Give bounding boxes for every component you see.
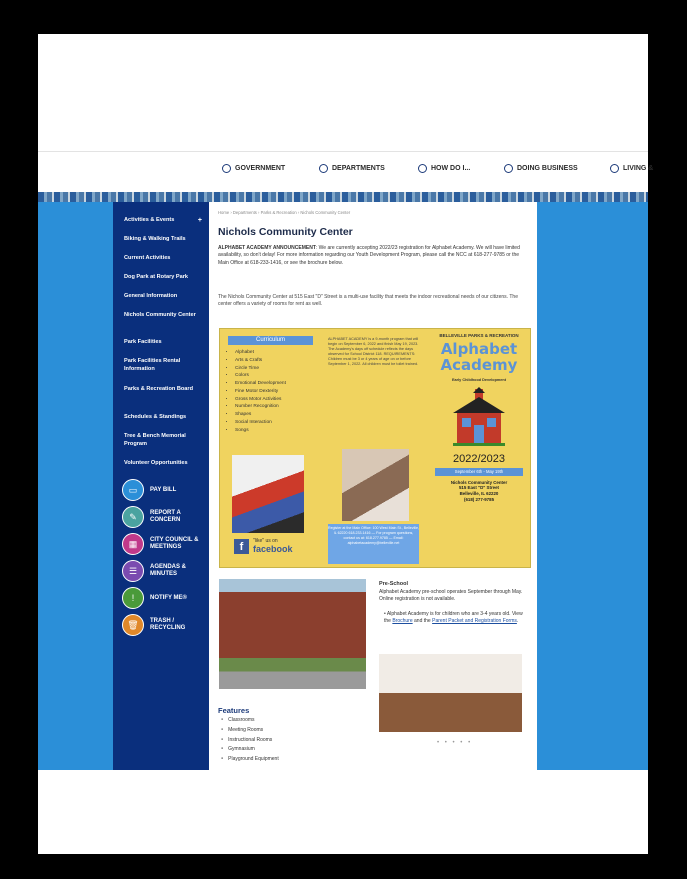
curriculum-item: • Songs: [235, 427, 286, 435]
calendar-icon: ▦: [122, 533, 144, 555]
sidebar-item-recreation-board[interactable]: Parks & Recreation Board: [124, 386, 194, 392]
megaphone-icon: ✎: [122, 506, 144, 528]
sidebar-item-current-activities[interactable]: Current Activities: [124, 255, 171, 261]
preschool-heading: Pre-School: [379, 581, 409, 587]
circle-icon: [610, 164, 619, 173]
page-title: Nichols Community Center: [218, 226, 353, 238]
top-nav: [38, 151, 654, 190]
curriculum-heading: Curriculum: [228, 336, 313, 345]
feature-item: ● Meeting Rooms: [221, 726, 279, 736]
parent-packet-link[interactable]: Parent Packet and Registration Forms: [432, 618, 517, 625]
sidebar-item-dog-park[interactable]: Dog Park at Rotary Park: [124, 274, 189, 280]
flyer-address: Nichols Community Center 515 East "D" Street Belleville, IL 62220 (618) 277-9785: [450, 479, 508, 503]
preschool-bullet: • Alphabet Academy is for children who are 3-4 years old. View the Brochure and the Parent Packet and Registration Forms.: [384, 611, 523, 625]
curriculum-item: • Number Recognition: [235, 403, 286, 411]
nav-how-do-i[interactable]: HOW DO I...: [418, 164, 470, 173]
sidebar-item-nichols-community-center[interactable]: Nichols Community Center: [124, 312, 196, 318]
sidebar-item-biking-trails[interactable]: Biking & Walking Trails: [124, 236, 186, 242]
sidebar-item-park-facilities[interactable]: Park Facilities: [124, 339, 162, 345]
feature-item: ● Gymnasium: [221, 745, 279, 755]
child-drawing-photo: [342, 449, 409, 521]
flyer-dates: September 6th - May 19th: [435, 468, 523, 476]
facebook-icon: f: [234, 539, 249, 554]
circle-icon: [504, 164, 513, 173]
flyer-subtitle: Early Childhood Development: [451, 377, 506, 382]
announcement: [218, 245, 530, 267]
nav-living[interactable]: LIVING &: [610, 164, 653, 173]
schoolhouse-icon: [449, 387, 509, 447]
curriculum-item: • Gross Motor Activities: [235, 396, 286, 404]
curriculum-item: • Colors: [235, 372, 286, 380]
breadcrumb[interactable]: Home › Departments › Parks & Recreation › Nichols Community Center: [218, 210, 351, 215]
curriculum-item: • Shapes: [235, 411, 286, 419]
curriculum-list: [230, 349, 286, 434]
alert-icon: !: [122, 587, 144, 609]
curriculum-item: • Emotional Development: [235, 380, 286, 388]
flyer-year: 2022/2023: [453, 452, 505, 465]
alphabet-academy-flyer[interactable]: [219, 328, 531, 568]
flyer-org: BELLEVILLE PARKS & RECREATION: [439, 333, 519, 338]
features-list: [221, 716, 279, 765]
children-photo: [232, 455, 304, 533]
sidebar-item-schedules-standings[interactable]: Schedules & Standings: [124, 414, 187, 420]
room-photo: [379, 654, 522, 732]
sidebar-item-activities-events[interactable]: Activities & Events +: [124, 216, 206, 224]
quick-link-pay-bill[interactable]: ▭ PAY BILL: [122, 479, 210, 501]
program-details: ALPHABET ACADEMY is a 9-month program that will begin on September 6, 2022 and finish May 19, 2023. The Academy's days off schedule reflects the days observed for School District 118. REQUIREMENTS: Children must be 3 or 4 years of age on or before September 1, 2022. All children must be toilet trained.: [328, 337, 419, 366]
expand-icon[interactable]: +: [197, 217, 202, 224]
header-banner: [38, 192, 648, 202]
sidebar-item-general-information[interactable]: General Information: [124, 293, 178, 299]
nav-doing-business[interactable]: DOING BUSINESS: [504, 164, 578, 173]
feature-item: ● Instructional Rooms: [221, 736, 279, 746]
registration-box: Register at the Main Office: 100 West Main St., Belleville, IL 62220 618.233.1416 — For program questions, contact us at: 618.277.9785 — Email: alphabetacademy@belleville.net: [328, 524, 419, 564]
announcement-heading: ALPHABET ACADEMY ANNOUNCEMENT: [218, 245, 316, 251]
nav-government[interactable]: GOVERNMENT: [222, 164, 285, 173]
feature-item: ● Playground Equipment: [221, 755, 279, 765]
feature-item: ● Classrooms: [221, 716, 279, 726]
circle-icon: [418, 164, 427, 173]
intro-text: The Nichols Community Center at 515 East "D" Street is a multi-use facility that meets the indoor recreational needs of our citizens. The center offers a variety of rooms for rent as well.: [218, 294, 518, 308]
building-photo: [219, 579, 366, 689]
quick-link-report-concern[interactable]: ✎ REPORT A CONCERN: [122, 506, 210, 528]
quick-link-trash-recycling[interactable]: 🗑 TRASH / RECYCLING: [122, 614, 210, 636]
brochure-link[interactable]: Brochure: [392, 618, 413, 625]
sidebar-item-tree-bench-memorial[interactable]: Tree & Bench Memorial Program: [124, 433, 186, 448]
curriculum-item: • Arts & Crafts: [235, 357, 286, 365]
slider-dots[interactable]: • • • • •: [437, 740, 473, 746]
curriculum-item: • Social Interaction: [235, 419, 286, 427]
preschool-text: Alphabet Academy pre-school operates September through May. Online registration is not available.: [379, 589, 523, 603]
nav-departments[interactable]: DEPARTMENTS: [319, 164, 385, 173]
sidebar-item-rental-information[interactable]: Park Facilities Rental Information: [124, 358, 181, 373]
facebook-badge: f "like" us on facebook: [234, 539, 293, 554]
circle-icon: [222, 164, 231, 173]
flyer-title-column: [432, 333, 526, 503]
main-content: [209, 202, 537, 770]
document-icon: ☰: [122, 560, 144, 582]
quick-link-city-council[interactable]: ▦ CITY COUNCIL & MEETINGS: [122, 533, 210, 555]
flyer-title: Alphabet Academy: [440, 340, 518, 374]
announcement-text: : We are currently accepting 2022/23 registration for Alphabet Academy. We will have limited availability, so don't delay! For more information regarding our Youth Development Program, please call the NCC at 618-277-9785 or the Main Office at 618-233-1416, or see the brochure below.: [218, 245, 520, 266]
sidebar-item-volunteer-opportunities[interactable]: Volunteer Opportunities: [124, 460, 188, 466]
curriculum-item: • Alphabet: [235, 349, 286, 357]
curriculum-item: • Fine Motor Dexterity: [235, 388, 286, 396]
circle-icon: [319, 164, 328, 173]
trash-icon: 🗑: [122, 614, 144, 636]
features-heading: Features: [218, 706, 250, 715]
curriculum-item: • Circle Time: [235, 365, 286, 373]
sidebar: [113, 202, 209, 770]
quick-link-notify-me[interactable]: ! NOTIFY ME®: [122, 587, 210, 609]
browser-page: [38, 34, 654, 854]
card-icon: ▭: [122, 479, 144, 501]
quick-link-agendas-minutes[interactable]: ☰ AGENDAS & MINUTES: [122, 560, 210, 582]
